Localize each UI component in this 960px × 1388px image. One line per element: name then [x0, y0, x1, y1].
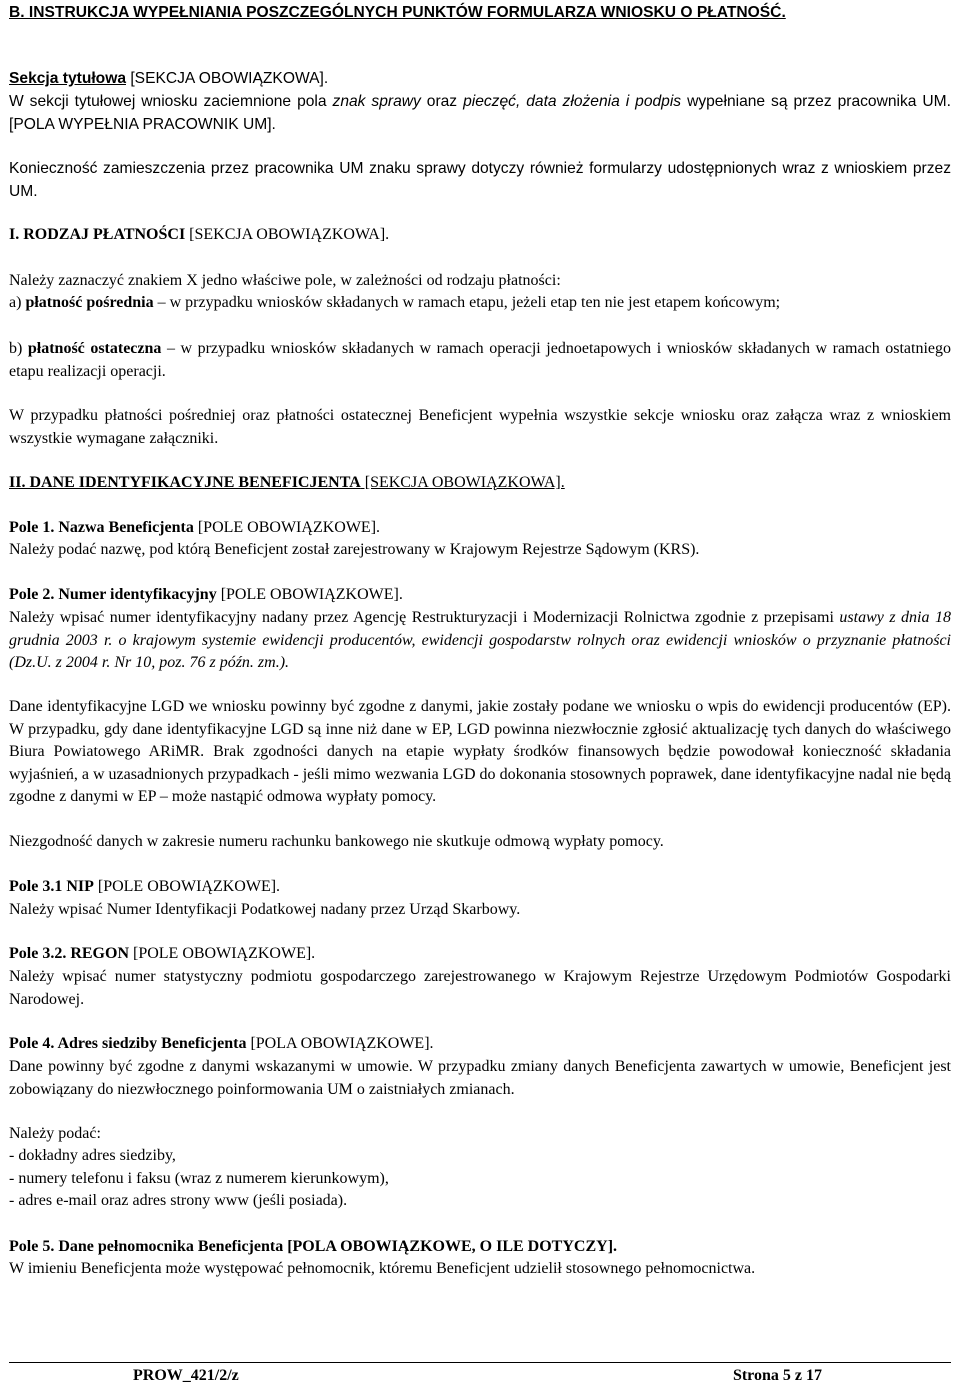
option-b-bold: płatność ostateczna: [27, 340, 162, 357]
pole-3-2-text: Należy wpisać numer statystyczny podmiotu gospodarczego zarejestrowanego w Krajowym Rejestrze Urzędowym Podmiotów Gospodarki Narodowej.: [9, 968, 951, 1008]
pole-4-text: Dane powinny być zgodne z danymi wskazanymi w umowie. W przypadku zmiany danych Beneficjenta zawartych w umowie, Beneficjent jest zobowiązany do niezwłocznego poinformowania UM o zaistniałych zmianach.: [9, 1058, 951, 1098]
pole-4-heading: [9, 1033, 951, 1056]
section-II-heading: [9, 472, 951, 495]
pole-2-text: [9, 607, 951, 675]
title-text-2: oraz: [420, 93, 464, 110]
pole-1-label: Pole 1. Nazwa Beneficjenta: [9, 519, 194, 536]
pole-5-heading: Pole 5. Dane pełnomocnika Beneficjenta [POLA OBOWIĄZKOWE, O ILE DOTYCZY].: [9, 1238, 618, 1255]
title-text-italic: znak sprawy: [332, 93, 421, 110]
pole-3-1-text: Należy wpisać Numer Identyfikacji Podatkowej nadany przez Urząd Skarbowy.: [9, 901, 521, 918]
pole-3-1-tag: [POLE OBOWIĄZKOWE].: [93, 878, 281, 895]
document-heading: [9, 2, 951, 25]
option-a-prefix: a): [9, 294, 26, 311]
title-section-tag: [SEKCJA OBOWIĄZKOWA].: [126, 70, 329, 87]
option-a-bold: płatność pośrednia: [25, 294, 154, 311]
section-I-option-b: [9, 338, 951, 383]
footer-divider: [9, 1362, 951, 1363]
pole-2-text-italic: ustawy z dnia 18 grudnia 2003 r. o krajowym systemie ewidencji producentów, ewidencji gospodarstw rolnych oraz ewidencji wniosków o przyznanie płatności (Dz.U. z 2004 r. Nr 10, poz. 76 z późn. zm.).: [9, 609, 951, 672]
section-I-intro: Należy zaznaczyć znakiem X jedno właściwe pole, w zależności od rodzaju płatności:: [9, 272, 561, 289]
title-text-3: wypełniane są przez pracownika UM. [POLA WYPEŁNIA PRACOWNIK UM].: [9, 93, 951, 133]
section-I-closing: W przypadku płatności pośredniej oraz płatności ostatecznej Beneficjent wypełnia wszystkie sekcje wniosku oraz załącza wraz z wnioskiem wszystkie wymagane załączniki.: [9, 407, 951, 447]
pole-4-list-item: - dokładny adres siedziby,: [9, 1147, 176, 1164]
pole-1-heading: [9, 517, 951, 540]
pole-4-label: Pole 4. Adres siedziby Beneficjenta: [9, 1035, 247, 1052]
footer-page-number: Strona 5 z 17: [732, 1367, 822, 1384]
pole-2-heading: [9, 584, 951, 607]
pole-2-para-3: Niezgodność danych w zakresie numeru rachunku bankowego nie skutkuje odmową wypłaty pomocy.: [9, 833, 664, 850]
section-I-tag: [SEKCJA OBOWIĄZKOWA].: [185, 226, 390, 243]
pole-2-tag: [POLE OBOWIĄZKOWE].: [216, 586, 403, 603]
pole-3-1-label: Pole 3.1 NIP: [9, 878, 94, 895]
pole-1-tag: [POLE OBOWIĄZKOWE].: [193, 519, 381, 536]
footer-document-code: PROW_421/2/z: [133, 1367, 239, 1384]
pole-3-2-label: Pole 3.2. REGON: [9, 945, 129, 962]
pole-3-2-tag: [POLE OBOWIĄZKOWE].: [129, 945, 316, 962]
pole-4-tag: [POLA OBOWIĄZKOWE].: [246, 1035, 434, 1052]
section-I-heading: [9, 224, 951, 247]
heading-text: B. INSTRUKCJA WYPEŁNIANIA POSZCZEGÓLNYCH PUNKTÓW FORMULARZA WNIOSKU O PŁATNOŚĆ.: [9, 4, 786, 21]
option-a-text: – w przypadku wniosków składanych w ramach etapu, jeżeli etap ten nie jest etapem końcowym;: [153, 294, 781, 311]
section-I-option-a: [9, 292, 951, 315]
pole-4-list-item: - adres e-mail oraz adres strony www (jeśli posiada).: [9, 1192, 348, 1209]
pole-4-list-item: - numery telefonu i faksu (wraz z numerem kierunkowym),: [9, 1170, 389, 1187]
option-b-text: – w przypadku wniosków składanych w ramach operacji jednoetapowych i wniosków składanych w ramach ostatniego etapu realizacji operacji.: [9, 340, 952, 380]
pole-2-label: Pole 2. Numer identyfikacyjny: [9, 586, 217, 603]
pole-1-text: Należy podać nazwę, pod którą Beneficjent został zarejestrowany w Krajowym Rejestrze Sądowym (KRS).: [9, 541, 700, 558]
option-b-prefix: b): [9, 340, 28, 357]
pole-5-text: W imieniu Beneficjenta może występować pełnomocnik, któremu Beneficjent udzielił stosownego pełnomocnictwa.: [9, 1260, 756, 1277]
section-I-title: I. RODZAJ PŁATNOŚCI: [9, 226, 186, 243]
title-text-italic-2: pieczęć, data złożenia i podpis: [463, 93, 682, 110]
title-section-label: Sekcja tytułowa: [9, 70, 126, 87]
title-section-text: [9, 91, 951, 136]
section-II-title: II. DANE IDENTYFIKACYJNE BENEFICJENTA: [9, 474, 361, 491]
pole-2-text-plain: Należy wpisać numer identyfikacyjny nadany przez Agencję Restrukturyzacji i Modernizacji Rolnictwa zgodnie z przepisami: [9, 609, 840, 626]
title-section-note: Konieczność zamieszczenia przez pracownika UM znaku sprawy dotyczy również formularzy udostępnionych wraz z wnioskiem przez UM.: [9, 160, 951, 200]
pole-3-1-heading: [9, 876, 951, 899]
title-text-1: W sekcji tytułowej wniosku zaciemnione pola: [9, 93, 333, 110]
pole-4-list-intro: Należy podać:: [9, 1125, 101, 1142]
pole-2-para-2: Dane identyfikacyjne LGD we wniosku powinny być zgodne z danymi, jakie zostały podane we wniosku o wpis do ewidencji producentów (EP). W przypadku, gdy dane identyfikacyjne LGD są inne niż dane w EP, LGD powinna niezwłocznie zgłosić aktualizację tych danych do właściwego Biura Powiatowego ARiMR. Brak zgodności danych na etapie wypłaty środków finansowych będzie powodował konieczność składania wyjaśnień, a w uzasadnionych przypadkach - jeśli mimo wezwania LGD do dokonania stosownych poprawek, dane identyfikacyjne nadal nie będą zgodne z danymi w EP – może nastąpić odmowa wypłaty pomocy.: [9, 698, 951, 806]
section-II-tag: [SEKCJA OBOWIĄZKOWA].: [360, 474, 565, 491]
pole-3-2-heading: [9, 943, 951, 966]
title-section-heading: [9, 68, 951, 91]
